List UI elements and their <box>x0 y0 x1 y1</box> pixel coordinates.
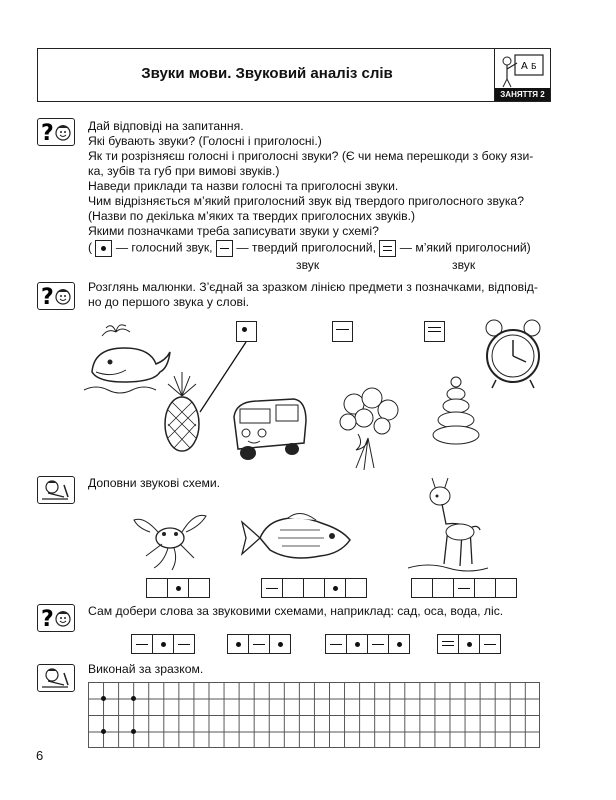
svg-text:?: ? <box>41 121 54 146</box>
sound-scheme-4 <box>438 634 501 654</box>
scheme-cell[interactable] <box>474 578 496 598</box>
writing-kid-icon <box>37 664 75 692</box>
scheme-cell[interactable] <box>146 578 168 598</box>
scheme-cell <box>261 578 283 598</box>
task5-text: Виконай за зразком. <box>88 662 204 676</box>
legend-sound-label: звук <box>452 258 476 272</box>
alarm-clock-picture <box>482 318 544 390</box>
pyramid-toy-picture <box>430 376 482 446</box>
svg-text:А: А <box>521 61 528 72</box>
crayfish-picture <box>124 502 216 572</box>
writing-grid[interactable] <box>88 682 540 748</box>
fish-picture <box>240 508 356 568</box>
scheme-cell <box>324 578 346 598</box>
scheme-cell[interactable] <box>345 578 367 598</box>
scheme-cell <box>453 578 475 598</box>
scheme-cell[interactable] <box>188 578 210 598</box>
scheme-cell[interactable] <box>411 578 433 598</box>
sound-scheme-fawn <box>412 578 517 598</box>
task3-text: Доповни звукові схеми. <box>88 476 221 490</box>
svg-text:?: ? <box>41 285 54 310</box>
sound-scheme-2 <box>228 634 291 654</box>
svg-text:Б: Б <box>531 62 537 71</box>
scheme-cell[interactable] <box>432 578 454 598</box>
sound-legend: ( — голосний звук, — твердий приголосний, — м’який приголосний) <box>88 240 531 257</box>
lesson-number: ЗАНЯТТЯ 2 <box>495 88 550 101</box>
sound-scheme-3 <box>326 634 410 654</box>
bus-picture <box>228 395 310 465</box>
task2-text: Розглянь малюнки. З’єднай за зразком лінією предмети з позначками, відповід- но до першого звука у слові. <box>88 280 538 309</box>
sound-scheme-crayfish <box>147 578 210 598</box>
task1-text: Дай відповіді на запитання. Які бувають звуки? (Голосні і приголосні.) Як ти розрізняєш голосні і приголосні звуки? (Є чи нема перешкоди з боку язи- ка, зубів та губ при вимові звуків.) Наведи приклади та назви голосні та приголосні звуки. Чим відрізняється м’який приголосний звук від твердого приголосного звука? (Назви по декілька м’яких та твердих приголосних звуків.) Якими позначками треба записувати звуки у схемі? <box>88 119 534 238</box>
scheme-cell[interactable] <box>282 578 304 598</box>
sound-scheme-1 <box>132 634 195 654</box>
page-number: 6 <box>36 748 44 763</box>
pineapple-picture <box>160 372 204 454</box>
scheme-cell[interactable] <box>303 578 325 598</box>
question-kid-icon <box>37 604 75 632</box>
svg-text:?: ? <box>41 607 54 632</box>
page-title: Звуки мови. Звуковий аналіз слів <box>141 65 393 82</box>
sound-scheme-fish <box>262 578 367 598</box>
task4-text: Сам добери слова за звуковими схемами, наприклад: сад, оса, вода, ліс. <box>88 604 504 618</box>
scheme-cell[interactable] <box>495 578 517 598</box>
legend-sound-label: звук <box>296 258 320 272</box>
flower-bouquet-picture <box>334 384 404 474</box>
writing-kid-icon <box>37 476 75 504</box>
fawn-picture <box>408 474 488 574</box>
scheme-cell <box>167 578 189 598</box>
